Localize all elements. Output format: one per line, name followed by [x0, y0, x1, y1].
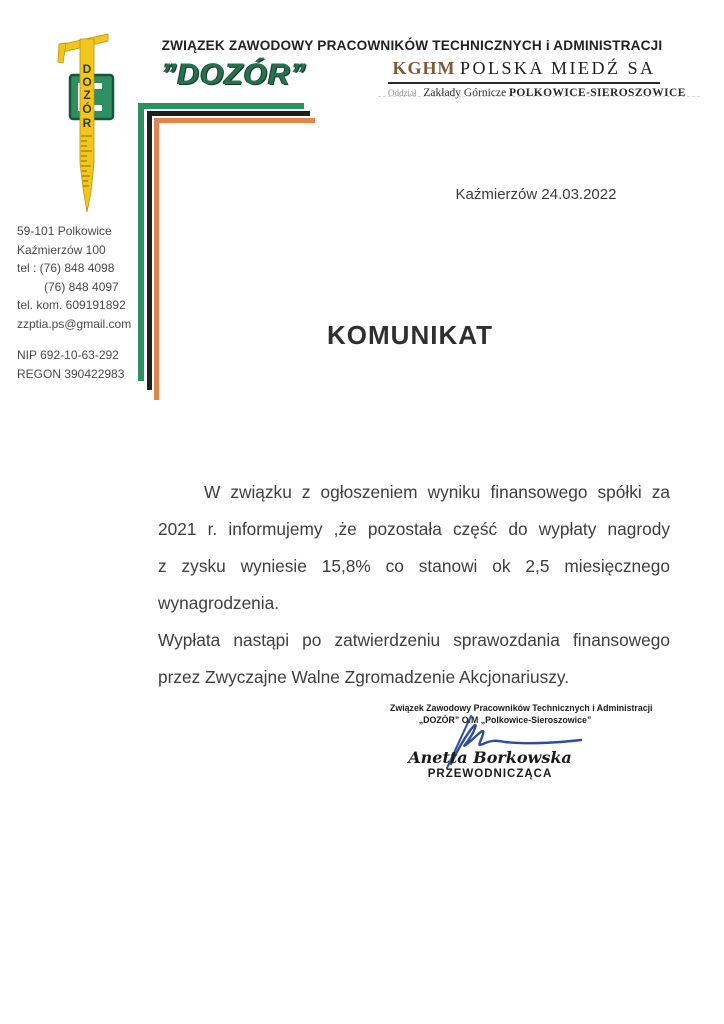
- email-line: zzptia.ps@gmail.com: [17, 316, 132, 331]
- branch-bold-text: POLKOWICE-SIEROSZOWICE: [508, 87, 686, 99]
- address-line: 59-101 Polkowice: [17, 224, 112, 238]
- document-title: KOMUNIKAT: [327, 320, 493, 350]
- branch-line: [388, 87, 686, 99]
- union-name-heading: ZWIĄZEK ZAWODOWY PRACOWNIKÓW TECHNICZNYCH i ADMINISTRACJI: [161, 38, 663, 53]
- body-line: przez Zwyczajne Walne Zgromadzenie Akcjonariuszy.: [158, 667, 570, 687]
- body-line: wynagrodzenia.: [158, 593, 280, 613]
- logo-letter: Ó: [82, 102, 92, 116]
- company-block: [388, 58, 686, 99]
- logo-letter: D: [82, 62, 92, 76]
- dozor-wordmark: ”DOZÓR”: [161, 58, 307, 91]
- mobile-line: tel. kom. 609191892: [17, 298, 126, 312]
- address-line: Kaźmierzów 100: [17, 242, 106, 257]
- stamp-line-1: Związek Zawodowy Pracowników Technicznych i Administracji: [390, 703, 653, 713]
- place-date-line: Kaźmierzów 24.03.2022: [455, 186, 617, 203]
- body-line: z zysku wyniesie 15,8% co stanowi ok 2,5 miesięcznego: [158, 556, 670, 576]
- logo-letter: R: [82, 116, 92, 130]
- corner-rule-orange: [154, 118, 315, 400]
- signer-name: Anetta Borkowska: [408, 748, 572, 767]
- dozor-caliper-logo-icon: [50, 28, 130, 223]
- signer-role: PRZEWODNICZĄCA: [427, 768, 553, 780]
- logo-letter: O: [82, 75, 92, 89]
- body-text: [158, 474, 670, 696]
- branch-mid-text: Zakłady Górnicze: [423, 87, 507, 99]
- regon-line: REGON 390422983: [17, 366, 125, 381]
- branch-prefix-text: Oddział: [388, 88, 417, 98]
- phone-line: (76) 848 4097: [44, 279, 119, 294]
- contact-sidebar: [17, 222, 147, 383]
- body-line: 2021 r. informujemy ,że pozostała część do wypłaty nagrody: [158, 519, 670, 539]
- company-name-line: [388, 58, 660, 84]
- nip-line: NIP 692-10-63-292: [17, 348, 119, 362]
- phone-line: tel : (76) 848 4098: [17, 261, 115, 275]
- company-rest-text: POLSKA MIEDŹ SA: [459, 58, 656, 78]
- kghm-brand-text: KGHM: [392, 58, 456, 78]
- stamp-line-2: „DOZÓR” O/M „Polkowice-Sieroszowice”: [418, 714, 592, 725]
- logo-letter: Z: [83, 88, 91, 102]
- scan-artifact-line: [378, 96, 700, 97]
- body-line: Wypłata nastąpi po zatwierdzeniu sprawozdania finansowego: [158, 630, 670, 650]
- body-line: W związku z ogłoszeniem wyniku finansowego spółki za: [204, 482, 670, 502]
